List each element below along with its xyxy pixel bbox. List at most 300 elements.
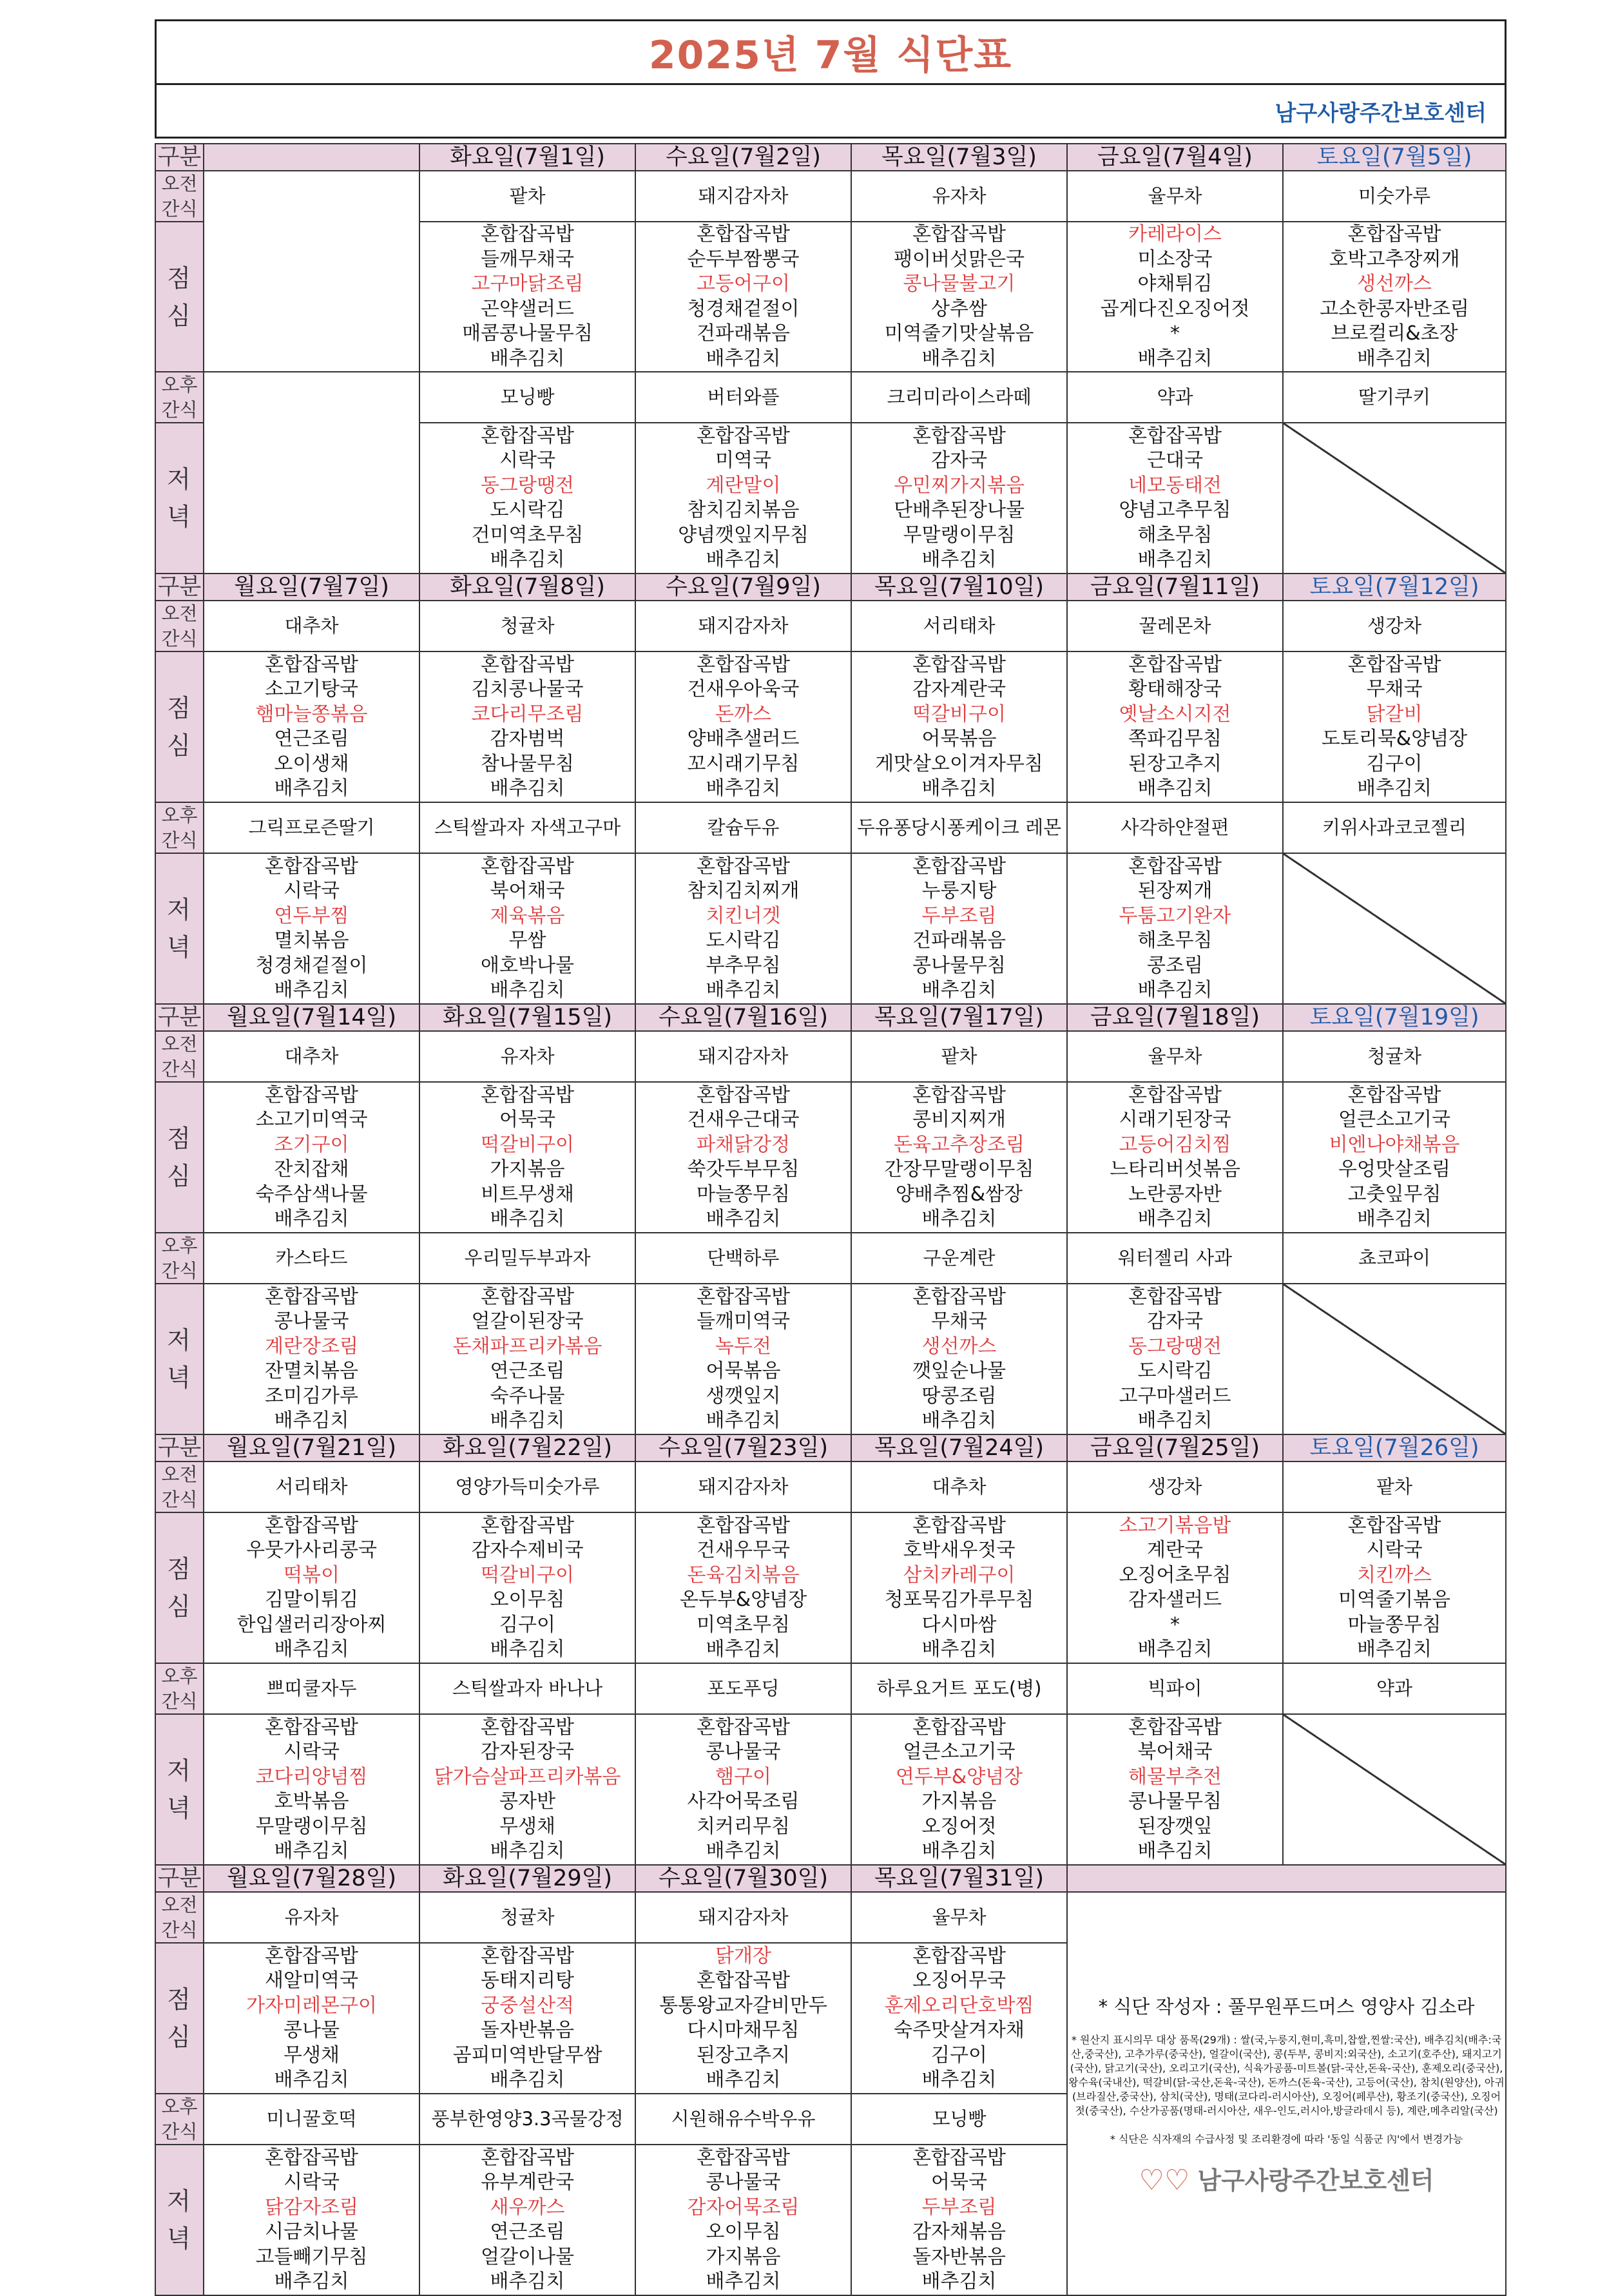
menu-item: 어묵볶음: [921, 728, 997, 750]
heart-logo-icon: ♡♡: [1139, 2164, 1190, 2197]
dinner-label: 저 녁: [155, 1284, 204, 1434]
lunch-cell: [204, 1082, 419, 1233]
afternoon-snack-cell: 모닝빵: [851, 2094, 1067, 2145]
gubun-label: 구분: [155, 1865, 204, 1892]
morning-snack-cell: 서리태차: [204, 1462, 419, 1512]
menu-item: 해초무침: [1137, 929, 1213, 952]
menu-item: 떡갈비구이: [481, 1133, 574, 1156]
menu-item: 삼치카레구이: [903, 1563, 1016, 1587]
empty-dinner-cell: [1283, 853, 1506, 1004]
lunch-cell: [419, 1943, 635, 2094]
menu-item: 호박새우젓국: [903, 1539, 1016, 1561]
morning-snack-label: 오전 간식: [155, 601, 204, 651]
lunch-cell: [1283, 1082, 1506, 1233]
day-header: 수요일(7월16일): [635, 1004, 851, 1031]
afternoon-snack-label: 오후 간식: [155, 1663, 204, 1714]
afternoon-snack-row: [155, 802, 1506, 853]
empty-dinner-cell: [1283, 423, 1506, 574]
menu-item: 된장고추지: [697, 2043, 790, 2067]
menu-item: 햄구이: [715, 1765, 771, 1788]
menu-item: 혼합잡곡밥: [1347, 653, 1441, 676]
menu-item: 혼합잡곡밥: [697, 424, 790, 447]
menu-item: 닭갈비: [1366, 702, 1423, 726]
menu-item: 혼합잡곡밥: [265, 653, 358, 676]
menu-item: 배추김치: [921, 1208, 997, 1230]
menu-item: 마늘쫑무침: [1347, 1613, 1441, 1636]
morning-snack-label: 오전 간식: [155, 1462, 204, 1512]
lunch-cell: [635, 1512, 851, 1663]
day-header: 수요일(7월9일): [635, 574, 851, 601]
menu-item: 코다리무조림: [471, 702, 584, 726]
menu-item: 혼합잡곡밥: [912, 1514, 1006, 1537]
menu-item: 배추김치: [706, 2069, 781, 2091]
menu-item: 비트무생채: [481, 1182, 574, 1206]
menu-item: 네모동태전: [1128, 474, 1222, 497]
morning-snack-row: [155, 1031, 1506, 1082]
page-title: 2025년 7월 식단표: [648, 33, 1013, 78]
menu-item: 배추김치: [490, 2069, 565, 2091]
week-header-row: [155, 144, 1506, 171]
day-header: 화요일(7월1일): [419, 144, 635, 171]
week-header-row: [155, 574, 1506, 601]
menu-item: 혼합잡곡밥: [912, 1083, 1006, 1106]
menu-item: 혼합잡곡밥: [697, 653, 790, 676]
lunch-row: [155, 651, 1506, 802]
afternoon-snack-cell: 모닝빵: [419, 372, 635, 423]
lunch-cell: [851, 651, 1067, 802]
menu-item: 두툼고기완자: [1119, 904, 1231, 927]
menu-item: 배추김치: [1357, 1208, 1432, 1230]
dinner-cell: [851, 1284, 1067, 1434]
day-header: 목요일(7월31일): [851, 1865, 1067, 1892]
menu-item: 혼합잡곡밥: [1347, 223, 1441, 246]
menu-item: 콩자반: [499, 1790, 555, 1813]
menu-item: 혼합잡곡밥: [912, 424, 1006, 447]
menu-item: 배추김치: [1137, 1840, 1213, 1862]
menu-item: 들깨무채국: [481, 247, 574, 271]
menu-item: 다시마쌈: [921, 1613, 997, 1636]
menu-item: 코다리양념찜: [255, 1765, 368, 1788]
empty-dinner-cell: [1283, 1284, 1506, 1434]
menu-item: 오징어초무침: [1119, 1563, 1231, 1587]
dinner-cell: [204, 2145, 419, 2295]
menu-item: 고등어구이: [697, 273, 790, 295]
morning-snack-cell: 대추차: [851, 1462, 1067, 1512]
afternoon-snack-cell: 미니꿀호떡: [204, 2094, 419, 2145]
menu-item: 멸치볶음: [274, 929, 349, 952]
menu-item: 도토리묵&양념장: [1321, 728, 1468, 750]
menu-item: 콩비지찌개: [912, 1108, 1006, 1131]
menu-item: 연근조림: [490, 2221, 565, 2243]
menu-item: 북어채국: [1137, 1741, 1213, 1763]
menu-item: 청포묵김가루무침: [884, 1588, 1034, 1611]
menu-item: 숙주맛살겨자채: [894, 2019, 1025, 2041]
menu-item: 감자계란국: [912, 678, 1006, 700]
menu-item: 배추김치: [921, 347, 997, 370]
menu-item: 옛날소시지전: [1119, 702, 1231, 726]
afternoon-snack-cell: 두유퐁당시퐁케이크 레몬: [851, 802, 1067, 853]
menu-item: 무말랭이무침: [903, 523, 1016, 546]
menu-item: 새우까스: [490, 2195, 565, 2219]
menu-item: 얼큰소고기국: [903, 1741, 1016, 1763]
menu-item: 배추김치: [490, 979, 565, 1001]
brand-footer: [1068, 2164, 1505, 2197]
menu-item: 배추김치: [921, 979, 997, 1001]
day-header: 월요일(7월21일): [204, 1434, 419, 1462]
menu-item: 배추김치: [921, 2270, 997, 2293]
dinner-row: [155, 1284, 1506, 1434]
menu-item: 배추김치: [921, 1840, 997, 1862]
menu-item: 무생채: [499, 1815, 555, 1838]
day-header: 월요일(7월14일): [204, 1004, 419, 1031]
menu-item: 김말이튀김: [265, 1588, 358, 1611]
menu-item: 혼합잡곡밥: [265, 1083, 358, 1106]
dinner-label: 저 녁: [155, 423, 204, 574]
afternoon-snack-cell: 약과: [1283, 1663, 1506, 1714]
center-name: 남구사랑주간보호센터: [1275, 101, 1487, 126]
menu-item: 미역국: [715, 449, 771, 472]
menu-item: 혼합잡곡밥: [912, 653, 1006, 676]
lunch-cell: [635, 1943, 851, 2094]
menu-item: 배추김치: [274, 2270, 349, 2293]
morning-snack-cell: 팥차: [851, 1031, 1067, 1082]
menu-item: 훈제오리단호박찜: [884, 1994, 1034, 2017]
lunch-cell: [1067, 1512, 1283, 1663]
menu-item: 혼합잡곡밥: [912, 854, 1006, 878]
dinner-cell: [419, 423, 635, 574]
menu-item: 쪽파김무침: [1128, 728, 1222, 750]
menu-item: 통통왕교자갈비만두: [659, 1994, 827, 2017]
menu-item: 오이무침: [490, 1588, 565, 1611]
menu-item: 참치김치볶음: [687, 499, 800, 521]
lunch-cell: [1283, 222, 1506, 372]
menu-item: 온두부&양념장: [679, 1588, 807, 1611]
afternoon-snack-label: 오후 간식: [155, 1233, 204, 1284]
day-header: 화요일(7월29일): [419, 1865, 635, 1892]
menu-item: 노란콩자반: [1128, 1182, 1222, 1206]
morning-snack-cell: 청귤차: [419, 601, 635, 651]
dinner-cell: [204, 853, 419, 1004]
menu-item: 팽이버섯맑은국: [894, 247, 1025, 271]
menu-item: 무쌈: [508, 929, 546, 952]
menu-item: 배추김치: [921, 2069, 997, 2091]
menu-item: 감자된장국: [481, 1741, 574, 1763]
menu-item: 건새우아욱국: [687, 678, 800, 700]
lunch-cell: [851, 1943, 1067, 2094]
morning-snack-cell: 돼지감자차: [635, 1031, 851, 1082]
menu-item: 콩나물불고기: [903, 273, 1016, 295]
menu-item: 무말랭이무침: [255, 1815, 368, 1838]
morning-snack-cell: 돼지감자차: [635, 1462, 851, 1512]
menu-item: 배추김치: [706, 347, 781, 370]
morning-snack-cell: 대추차: [204, 601, 419, 651]
menu-item: 오이무침: [706, 2221, 781, 2243]
menu-item: 계란국: [1147, 1539, 1203, 1561]
lunch-row: [155, 1082, 1506, 1233]
dinner-label: 저 녁: [155, 1714, 204, 1865]
menu-item: 혼합잡곡밥: [265, 1285, 358, 1308]
dinner-cell: [419, 1284, 635, 1434]
menu-item: 배추김치: [921, 777, 997, 800]
morning-snack-cell: 서리태차: [851, 601, 1067, 651]
morning-snack-cell: 미숫가루: [1283, 171, 1506, 222]
menu-item: 생깻잎지: [706, 1384, 781, 1407]
menu-item: 떡갈비구이: [481, 1563, 574, 1587]
menu-item: 동그랑땡전: [1128, 1335, 1222, 1358]
day-header: 금요일(7월11일): [1067, 574, 1283, 601]
lunch-label: 점 심: [155, 222, 204, 372]
dinner-cell: [635, 1714, 851, 1865]
menu-item: 가지볶음: [490, 1158, 565, 1181]
menu-item: 오징어젓: [921, 1815, 997, 1838]
menu-item: 배추김치: [1137, 1208, 1213, 1230]
menu-item: 깻잎순나물: [912, 1360, 1006, 1382]
menu-item: 양배추샐러드: [687, 728, 800, 750]
menu-item: 혼합잡곡밥: [697, 1083, 790, 1106]
afternoon-snack-cell: 시원해유수박우유: [635, 2094, 851, 2145]
menu-item: 호박고추장찌개: [1329, 247, 1460, 271]
menu-item: 된장찌개: [1137, 880, 1213, 902]
morning-snack-cell: 대추차: [204, 1031, 419, 1082]
morning-snack-cell: 돼지감자차: [635, 1892, 851, 1943]
lunch-label: 점 심: [155, 1512, 204, 1663]
afternoon-snack-cell: 포도푸딩: [635, 1663, 851, 1714]
menu-item: 혼합잡곡밥: [912, 1285, 1006, 1308]
menu-item: 쑥갓두부무침: [687, 1158, 800, 1181]
menu-item: 황태해장국: [1128, 678, 1222, 700]
menu-item: 혼합잡곡밥: [697, 1715, 790, 1739]
menu-item: 얼갈이된장국: [471, 1310, 584, 1333]
menu-item: 혼합잡곡밥: [481, 1944, 574, 1967]
lunch-cell: [419, 651, 635, 802]
menu-item: 순두부짬뽕국: [687, 247, 800, 271]
menu-item: 곤약샐러드: [481, 297, 574, 320]
menu-item: 건파래볶음: [912, 929, 1006, 952]
menu-item: 배추김치: [274, 777, 349, 800]
menu-item: 치커리무침: [697, 1815, 790, 1838]
menu-item: 돈육고추장조림: [894, 1133, 1025, 1156]
menu-item: 배추김치: [706, 1409, 781, 1432]
lunch-cell: [635, 651, 851, 802]
menu-item: 새알미역국: [265, 1969, 358, 1992]
day-header: 월요일(7월28일): [204, 1865, 419, 1892]
menu-item: 숙주삼색나물: [255, 1182, 368, 1206]
menu-item: 계란장조림: [265, 1335, 358, 1358]
menu-item: 혼합잡곡밥: [481, 223, 574, 246]
afternoon-snack-cell: 카스타드: [204, 1233, 419, 1284]
menu-item: 누룽지탕: [921, 880, 997, 902]
dinner-cell: [1067, 853, 1283, 1004]
lunch-cell: [419, 1082, 635, 1233]
lunch-label: 점 심: [155, 1943, 204, 2094]
menu-item: 양배추찜&쌈장: [895, 1182, 1023, 1206]
menu-item: 된장고추지: [1128, 752, 1222, 775]
menu-item: 해물부추전: [1128, 1765, 1222, 1788]
menu-item: 연두부&양념장: [895, 1765, 1023, 1788]
menu-item: 도시락김: [706, 929, 781, 952]
menu-item: 미역줄기볶음: [1338, 1588, 1450, 1611]
menu-item: 돌자반볶음: [912, 2245, 1006, 2268]
gubun-label: 구분: [155, 1434, 204, 1462]
dinner-cell: [635, 1284, 851, 1434]
menu-item: 배추김치: [490, 347, 565, 370]
menu-item: 시락국: [1366, 1539, 1423, 1561]
menu-item: 두부조림: [921, 904, 997, 927]
menu-item: 무채국: [931, 1310, 987, 1333]
dinner-label: 저 녁: [155, 2145, 204, 2295]
afternoon-snack-cell: 스틱쌀과자 자색고구마: [419, 802, 635, 853]
menu-item: 혼합잡곡밥: [481, 2146, 574, 2169]
morning-snack-row: [155, 601, 1506, 651]
morning-snack-cell: 유자차: [851, 171, 1067, 222]
menu-item: 혼합잡곡밥: [1128, 1083, 1222, 1106]
title-box: [155, 19, 1507, 85]
gubun-label: 구분: [155, 144, 204, 171]
menu-item: 시락국: [284, 1741, 340, 1763]
menu-item: 배추김치: [706, 1638, 781, 1661]
menu-item: 생선까스: [921, 1335, 997, 1358]
menu-item: 치킨까스: [1357, 1563, 1432, 1587]
menu-item: 고등어김치찜: [1119, 1133, 1231, 1156]
menu-item: 혼합잡곡밥: [265, 1944, 358, 1967]
menu-item: 감자샐러드: [1128, 1588, 1222, 1611]
day-header: 토요일(7월12일): [1283, 574, 1506, 601]
menu-item: 가자미레몬구이: [246, 1994, 377, 2017]
menu-item: 야채튀김: [1137, 273, 1213, 295]
menu-item: 양념깻잎지무침: [678, 523, 809, 546]
menu-item: 배추김치: [490, 1840, 565, 1862]
menu-item: 배추김치: [1137, 1638, 1213, 1661]
menu-item: 김치콩나물국: [471, 678, 584, 700]
menu-item: 비엔나야채볶음: [1329, 1133, 1460, 1156]
menu-item: 소고기미역국: [255, 1108, 368, 1131]
menu-item: 배추김치: [1137, 777, 1213, 800]
menu-item: 고구마닭조림: [471, 273, 584, 295]
lunch-cell: [1067, 651, 1283, 802]
menu-item: 혼합잡곡밥: [265, 1715, 358, 1739]
menu-item: 조미김가루: [265, 1384, 358, 1407]
notes-panel: [1067, 1892, 1506, 2295]
menu-item: 참나물무침: [481, 752, 574, 775]
day-header: 금요일(7월25일): [1067, 1434, 1283, 1462]
afternoon-snack-label: 오후 간식: [155, 802, 204, 853]
menu-item: 혼합잡곡밥: [912, 1715, 1006, 1739]
lunch-cell: [1067, 1082, 1283, 1233]
dinner-cell: [851, 423, 1067, 574]
menu-item: 배추김치: [490, 1638, 565, 1661]
menu-item: 청경채겉절이: [255, 954, 368, 977]
menu-item: 소고기탕국: [265, 678, 358, 700]
menu-item: 애호박나물: [481, 954, 574, 977]
menu-item: 배추김치: [274, 2069, 349, 2091]
menu-item: 김구이: [1366, 752, 1423, 775]
menu-item: 감자채볶음: [912, 2221, 1006, 2243]
morning-snack-row: [155, 171, 1506, 222]
menu-item: 배추김치: [1357, 347, 1432, 370]
menu-item: 콩나물국: [706, 2171, 781, 2194]
menu-item: 궁중설산적: [481, 1994, 574, 2017]
menu-item: 콩나물국: [274, 1310, 349, 1333]
morning-snack-label: 오전 간식: [155, 1892, 204, 1943]
dinner-cell: [635, 423, 851, 574]
menu-item: 콩나물: [284, 2019, 340, 2041]
menu-item: 배추김치: [1357, 777, 1432, 800]
menu-item: 혼합잡곡밥: [1128, 424, 1222, 447]
menu-item: 배추김치: [490, 2270, 565, 2293]
menu-item: 혼합잡곡밥: [697, 854, 790, 878]
menu-item: 떡갈비구이: [912, 702, 1006, 726]
menu-item: 돈까스: [715, 702, 771, 726]
menu-item: 느타리버섯볶음: [1110, 1158, 1240, 1181]
afternoon-snack-cell: 구운계란: [851, 1233, 1067, 1284]
menu-item: 사각어묵조림: [687, 1790, 800, 1813]
menu-item: 녹두전: [715, 1335, 771, 1358]
menu-item: 도시락김: [490, 499, 565, 521]
menu-item: 제육볶음: [490, 904, 565, 927]
menu-item: 혼합잡곡밥: [1347, 1083, 1441, 1106]
menu-item: 배추김치: [921, 1409, 997, 1432]
menu-item: 미소장국: [1137, 247, 1213, 271]
day-header: 화요일(7월15일): [419, 1004, 635, 1031]
menu-item: 혼합잡곡밥: [1128, 653, 1222, 676]
menu-item: 배추김치: [921, 548, 997, 571]
menu-item: 혼합잡곡밥: [697, 1514, 790, 1537]
menu-item: 치킨너겟: [706, 904, 781, 927]
afternoon-snack-cell: 단백하루: [635, 1233, 851, 1284]
dinner-cell: [1067, 1284, 1283, 1434]
afternoon-snack-cell: 스틱쌀과자 바나나: [419, 1663, 635, 1714]
menu-item: 혼합잡곡밥: [265, 2146, 358, 2169]
menu-item: 부추무침: [706, 954, 781, 977]
menu-item: 햄마늘쫑볶음: [255, 702, 368, 726]
lunch-label: 점 심: [155, 1082, 204, 1233]
menu-item: 배추김치: [274, 1638, 349, 1661]
lunch-label: 점 심: [155, 651, 204, 802]
dinner-cell: [204, 1714, 419, 1865]
menu-item: 오이생채: [274, 752, 349, 775]
menu-item: 혼합잡곡밥: [912, 223, 1006, 246]
lunch-cell: [419, 1512, 635, 1663]
menu-item: 배추김치: [1137, 347, 1213, 370]
day-header: [204, 144, 419, 171]
menu-item: 고춧잎무침: [1347, 1182, 1441, 1206]
menu-item: 혼합잡곡밥: [481, 1514, 574, 1537]
morning-snack-cell: 생강차: [1283, 601, 1506, 651]
morning-snack-cell: 생강차: [1067, 1462, 1283, 1512]
menu-item: 가지볶음: [921, 1790, 997, 1813]
gubun-label: 구분: [155, 1004, 204, 1031]
menu-item: 해초무침: [1137, 523, 1213, 546]
morning-snack-cell: 유자차: [419, 1031, 635, 1082]
menu-item: 시락국: [499, 449, 555, 472]
day-header: 토요일(7월19일): [1283, 1004, 1506, 1031]
day-header: 목요일(7월17일): [851, 1004, 1067, 1031]
blank-cell: [204, 171, 419, 372]
menu-item: 혼합잡곡밥: [1128, 854, 1222, 878]
menu-item: 무채국: [1366, 678, 1423, 700]
menu-item: 혼합잡곡밥: [1128, 1715, 1222, 1739]
header-spacer: [1067, 1865, 1506, 1892]
menu-item: 배추김치: [274, 1208, 349, 1230]
menu-item: 떡볶이: [284, 1563, 340, 1587]
menu-item: 배추김치: [490, 1409, 565, 1432]
menu-grid: [155, 143, 1505, 2296]
day-header: 목요일(7월24일): [851, 1434, 1067, 1462]
day-header: 수요일(7월2일): [635, 144, 851, 171]
lunch-cell: [635, 1082, 851, 1233]
menu-item: 배추김치: [706, 2270, 781, 2293]
menu-item: 한입샐러리장아찌: [236, 1613, 387, 1636]
